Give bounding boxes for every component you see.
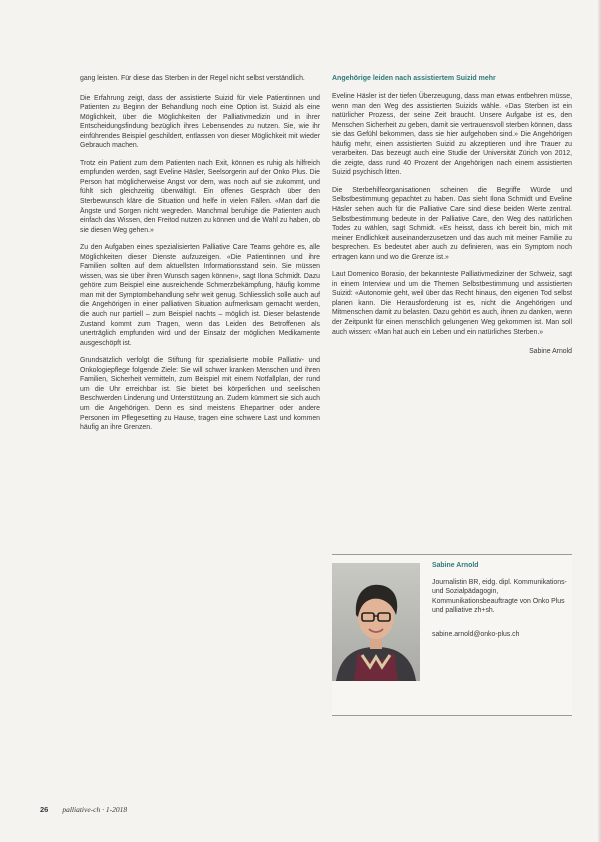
author-description: Journalistin BR, eidg. dipl. Kommunikations- und Sozialpädagogin, Kommunikationsbeauftragte von Onko Plus und palliative zh+sh. <box>432 578 567 615</box>
author-photo <box>332 563 420 681</box>
author-email[interactable]: sabine.arnold@onko-plus.ch <box>432 630 520 638</box>
article-paragraph: Eveline Häsler ist der tiefen Überzeugung, dass man etwas entbehren müsse, wenn man den Weg des assistierten Suizids wähle. «Das Sterben ist ein natürlicher Prozess, der seine Zeit braucht. Unsere Aufgabe ist es, den Menschen Sicherheit zu geben, damit sie vertrauensvoll sterben können, dass sie das Gefühl bekommen, dass sie hier aufgehoben sind.» Die Angehörigen häufig mehr, einen assistierten Suizid zu akzeptieren und ihre Trauer zu verarbeiten. Das bezeugt auch eine Studie der Universität Zürich von 2012, die zeigte, dass rund 40 Prozent der Angehörigen nach einem assistierten Suizid psychisch litten. <box>332 93 572 177</box>
article-paragraph: Grundsätzlich verfolgt die Stiftung für spezialisierte mobile Palliativ- und Onkologiepflege folgende Ziele: Sie will schwer kranken Menschen und ihren Familien, Sicherheit vermitteln, zum Beispiel mit einem Notfallplan, der rund um die Uhr erreichbar ist. Sie bietet bei körperlichen und seelischen Beschwerden Linderung und Unterstützung an. Zudem kümmert sie sich auch um die Angehörigen. Denn es sind meistens Ehepartner oder andere Personen im Pflegesetting zu Hause, tragen eine schwere Last und kommen häufig an ihre Grenzen. <box>80 357 320 432</box>
author-bio-text <box>432 561 572 640</box>
author-signature: Sabine Arnold <box>529 348 572 356</box>
section-heading: Angehörige leiden nach assistiertem Suizid mehr <box>332 75 496 82</box>
right-article-column <box>332 74 572 357</box>
article-paragraph: Zu den Aufgaben eines spezialisierten Palliative Care Teams gehöre es, alle Möglichkeiten dieser Dienste aufzuzeigen. «Die Patientinnen und ihre Familien sollten auf dem aktuellsten Informationsstand sein. Sie müssen wissen, was sie über ihren Wunsch sagen können», sagt Ilona Schmidt. Dazu gehöre zum Beispiel eine ausreichende Schmerzbekämpfung, häufig komme man mit der Symptombehandlung sehr weit genug. Schliesslich solle auch auf die Angehörigen in einer palliativen Situation aufmerksam gemacht werden, die auch nur partiell – zum Beispiel nachts – möglich ist. Dieser belastende Zustand kommt zum Tragen, wenn das Leiden des Betroffenen als unerträglich empfunden wird und der Einsatz der möglichen Medikamente ausgeschöpft ist. <box>80 244 320 347</box>
page-footer <box>40 805 127 814</box>
article-paragraph: Trotz ein Patient zum dem Patienten nach Exit, können es ruhig als hilfreich empfunden werden, sagt Eveline Häsler, Seelsorgerin auf der Onko Plus. Die Person hat möglicherweise Angst vor dem, was noch auf sie zukommt, und fühlt sich gleichzeitig überwältigt. Ein offenes Gespräch über den Sterbewunsch kläre die Situation und helfe in vielen Fällen. «Man darf die Ängste und Sorgen nicht wegreden. Manchmal beruhige die Patienten auch einfach das Wissen, den Freitod nutzen zu können und die Wahl zu haben, ob sie diesen Weg gehen.» <box>80 159 320 234</box>
magazine-title: palliative-ch · 1-2018 <box>62 805 128 814</box>
article-paragraph: gang leisten. Für diese das Sterben in der Regel nicht selbst verständlich. <box>80 75 305 82</box>
page-number: 26 <box>40 805 49 814</box>
article-paragraph: Laut Domenico Borasio, der bekannteste Palliativmediziner der Schweiz, sagt in einem Interview und um die Themen Selbstbestimmung und assistierten Suizid: «Autonomie geht, weil über das Recht hinaus, den eigenen Tod selbst planen kann. Die Herausforderung ist es, nicht die Angehörigen und Mitmenschen damit zu belasten. Dazu gehört es auch, ihnen zu danken, wenn der Zeitpunkt für einen menschlich gelungenen Weg gekommen ist. Man soll auch wissen: «Man hat auch ein Leben und ein natürliches Sterben.» <box>332 271 572 336</box>
article-paragraph: Die Sterbehilfeorganisationen scheinen die Begriffe Würde und Selbstbestimmung gepachtet zu haben. Das sieht Ilona Schmidt und Eveline Häsler sehen auch für die Palliative Care sind diese beiden Werte zentral. Selbstbestimmung bedeute in der Palliative Care, den Weg des natürlichen Todes zu wählen, sagt Schmidt. «Es heisst, dass ich bereit bin, mich mit meiner Endlichkeit auseinanderzusetzen und das auch mit meiner Familie zu besprechen. Es bedeutet aber auch zu definieren, was ein Symptom noch ertragen kann und wo die Grenze ist.» <box>332 186 572 261</box>
left-article-column <box>80 74 320 441</box>
article-paragraph: Die Erfahrung zeigt, dass der assistierte Suizid für viele Patientinnen und Patienten zu Beginn der Behandlung noch eine Option ist. Suizid als eine Möglichkeit, über die Möglichkeiten der Palliativmedizin und in ihrer Entscheidungsfindung bezüglich ihres Lebensendes zu nutzen. Sie, wie ihr einführendes Beispiel geschildert, entlassen von dieser Möglichkeit mit wieder Gebrauch machen. <box>80 94 320 150</box>
author-name: Sabine Arnold <box>432 562 479 569</box>
author-bio-box <box>332 554 572 716</box>
